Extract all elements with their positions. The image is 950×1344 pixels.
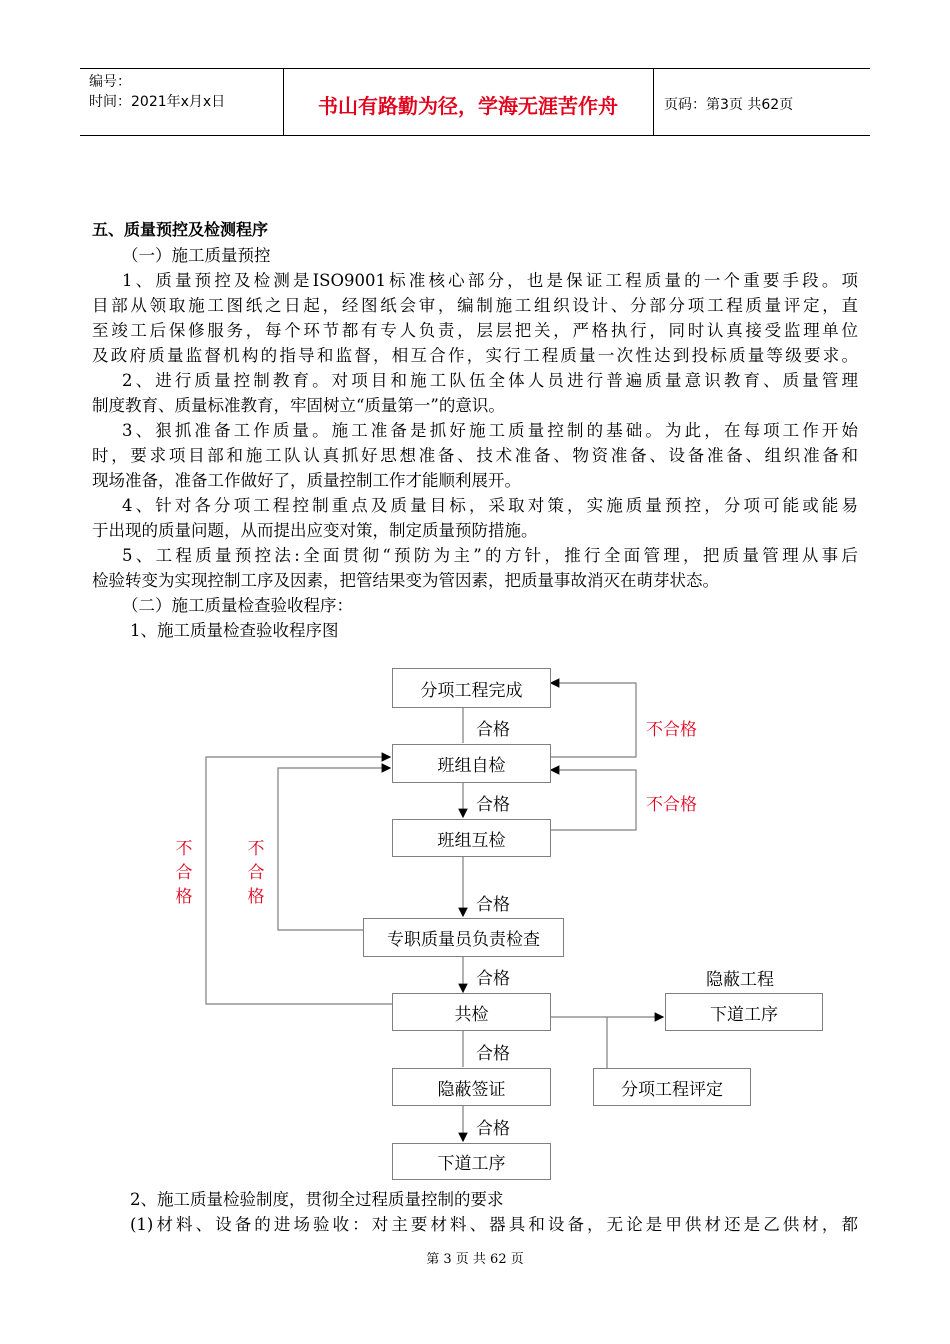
section-title: 五、质量预控及检测程序 xyxy=(92,220,269,239)
paragraph-line: (1)材料、设备的进场验收：对主要材料、器具和设备，无论是甲供材还是乙供材，都 xyxy=(130,1215,858,1234)
flow-box-concealed-visa: 隐蔽签证 xyxy=(392,1068,551,1106)
paragraph-line: 4、针对各分项工程控制重点及质量目标，采取对策，实施质量预控，分项可能或能易 xyxy=(122,496,858,515)
paragraph-line: 2、进行质量控制教育。对项目和施工队伍全体人员进行普遍质量意识教育、质量管理 xyxy=(122,371,858,390)
pass-label: 合格 xyxy=(476,895,510,915)
flow-box-quality-inspector: 专职质量员负责检查 xyxy=(363,918,564,957)
subsection-title: （二）施工质量检查验收程序： xyxy=(122,596,353,615)
paragraph-line: 时，要求项目部和施工队认真抓好思想准备、技术准备、物资准备、设备准备、组织准备和 xyxy=(92,446,858,465)
pass-label: 合格 xyxy=(476,720,510,740)
paragraph-line: 现场准备，准备工作做好了，质量控制工作才能顺利展开。 xyxy=(92,471,521,490)
serial-label: 编号： xyxy=(89,74,131,90)
fail-label: 不合格 xyxy=(646,720,697,740)
paragraph-line: 5、工程质量预控法:全面贯彻“预防为主”的方针，推行全面管理，把质量管理从事后 xyxy=(122,546,858,565)
flow-box-next-process-side: 下道工序 xyxy=(665,993,823,1031)
paragraph-line: 1、质量预控及检测是ISO9001标准核心部分，也是保证工程质量的一个重要手段。项 xyxy=(122,271,858,290)
pass-label: 合格 xyxy=(476,795,510,815)
fail-label: 不合格 xyxy=(646,795,697,815)
subsection-title: （一）施工质量预控 xyxy=(122,246,271,265)
header-motto: 书山有路勤为径，学海无涯苦作舟 xyxy=(318,94,618,118)
flow-box-next-process: 下道工序 xyxy=(392,1143,551,1180)
flow-box-team-mutual-check: 班组互检 xyxy=(392,819,551,857)
paragraph-line: 检验转变为实现控制工序及因素，把管结果变为管因素，把质量事故消灭在萌芽状态。 xyxy=(92,571,719,590)
fail-label-vertical: 不合格 xyxy=(175,839,193,907)
page-number-label: 页码：第3页 共62页 xyxy=(664,97,794,113)
paragraph-line: 制度教育、质量标准教育，牢固树立“质量第一”的意识。 xyxy=(92,396,505,415)
paragraph-line: 目部从领取施工图纸之日起，经图纸会审，编制施工组织设计、分部分项工程质量评定，直 xyxy=(92,296,858,315)
figure-caption: 1、施工质量检查验收程序图 xyxy=(130,621,339,640)
flow-box-item-complete: 分项工程完成 xyxy=(392,668,551,708)
pass-label: 合格 xyxy=(476,969,510,989)
paragraph-line: 于出现的质量问题，从而提出应变对策，制定质量预防措施。 xyxy=(92,521,538,540)
pass-label: 合格 xyxy=(476,1044,510,1064)
pass-label: 合格 xyxy=(476,1119,510,1139)
fail-label-vertical: 不合格 xyxy=(247,839,265,907)
flow-box-team-self-check: 班组自检 xyxy=(392,744,551,783)
paragraph-line: 至竣工后保修服务，每个环节都有专人负责，层层把关，严格执行，同时认真接受监理单位 xyxy=(92,321,858,340)
paragraph-line: 及政府质量监督机构的指导和监督，相互合作，实行工程质量一次性达到投标质量等级要求。 xyxy=(92,346,858,365)
paragraph-line: 2、施工质量检验制度，贯彻全过程质量控制的要求 xyxy=(130,1190,504,1209)
date-label: 时间：2021年x月x日 xyxy=(89,94,226,110)
flow-box-joint-inspection: 共检 xyxy=(392,993,551,1031)
flow-box-item-evaluation: 分项工程评定 xyxy=(593,1068,751,1106)
page-footer: 第 3 页 共 62 页 xyxy=(426,1252,524,1267)
hidden-works-label: 隐蔽工程 xyxy=(706,970,774,990)
paragraph-line: 3、狠抓准备工作质量。施工准备是抓好施工质量控制的基础。为此，在每项工作开始 xyxy=(122,421,858,440)
